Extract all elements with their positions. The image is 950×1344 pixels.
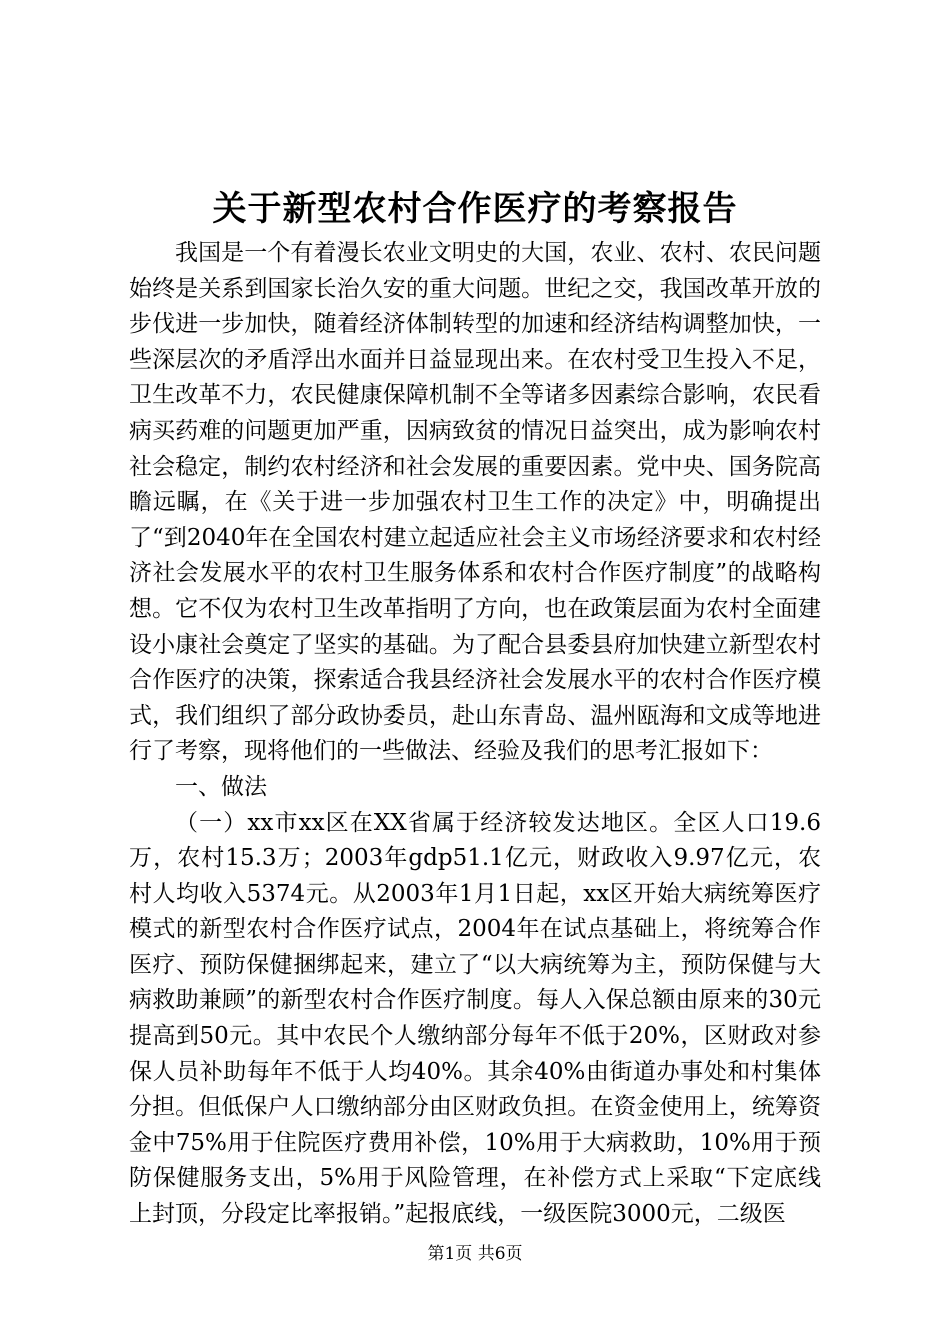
page-number-footer: 第1页 共6页 bbox=[427, 1244, 523, 1264]
document-title: 关于新型农村合作医疗的考察报告 bbox=[212, 189, 738, 229]
section-paragraph: （一）xx市xx区在XX省属于经济较发达地区。全区人口19.6万，农村15.3万；2003年gdp51.1亿元，财政收入9.97亿元，农村人均收入5374元。从2003年1月1日起，xx区开始大病统筹医疗模式的新型农村合作医疗试点，2004年在试点基础上，将统筹合作医疗、预防保健捆绑起来，建立了“以大病统筹为主，预防保健与大病救助兼顾”的新型农村合作医疗制度。每人入保总额由原来的30元提高到50元。其中农民个人缴纳部分每年不低于20%，区财政对参保人员补助每年不低于人均40%。其余40%由街道办事处和村集体分担。但低保户人口缴纳部分由区财政负担。在资金使用上，统筹资金中75%用于住院医疗费用补偿，10%用于大病救助，10%用于预防保健服务支出，5%用于风险管理，在补偿方式上采取“下定底线上封顶，分段定比率报销。”起报底线，一级医院3000元，二级医 bbox=[129, 809, 821, 1228]
section-heading: 一、做法 bbox=[175, 773, 267, 800]
document-body bbox=[129, 236, 821, 1233]
intro-paragraph: 我国是一个有着漫长农业文明史的大国，农业、农村、农民问题始终是关系到国家长治久安的重大问题。世纪之交，我国改革开放的步伐进一步加快，随着经济体制转型的加速和经济结构调整加快，一些深层次的矛盾浮出水面并日益显现出来。在农村受卫生投入不足，卫生改革不力，农民健康保障机制不全等诸多因素综合影响，农民看病买药难的问题更加严重，因病致贫的情况日益突出，成为影响农村社会稳定，制约农村经济和社会发展的重要因素。党中央、国务院高瞻远瞩，在《关于进一步加强农村卫生工作的决定》中，明确提出了“到2040年在全国农村建立起适应社会主义市场经济要求和农村经济社会发展水平的农村卫生服务体系和农村合作医疗制度”的战略构想。它不仅为农村卫生改革指明了方向，也在政策层面为农村全面建设小康社会奠定了坚实的基础。为了配合县委县府加快建立新型农村合作医疗的决策，探索适合我县经济社会发展水平的农村合作医疗模式，我们组织了部分政协委员，赴山东青岛、温州瓯海和文成等地进行了考察，现将他们的一些做法、经验及我们的思考汇报如下： bbox=[129, 240, 821, 765]
